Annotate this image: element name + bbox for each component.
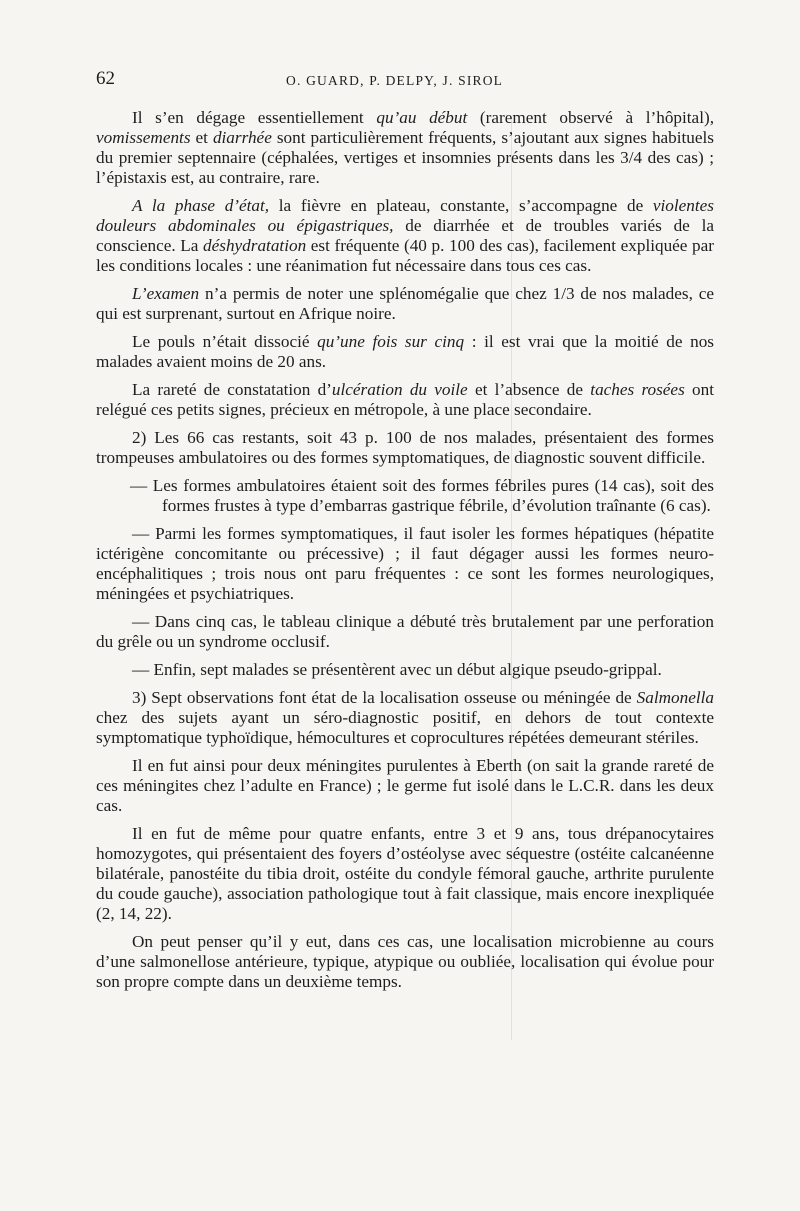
running-head: O. GUARD, P. DELPY, J. SIROL (286, 73, 504, 88)
paragraph-enfants: Il en fut de même pour quatre enfants, entre 3 et 9 ans, tous drépanocytaires homozygotes, qui présentaient des foyers d’ostéolyse avec séquestre (ostéite calcanéenne bilatérale, panostéite du tibia droit, ostéite du condyle fémoral gauche, arthrite purulente du coude gauche), association pathologique tout à fait classique, mais encore inexpliquée (2, 14, 22). (96, 824, 714, 923)
paragraph-meningites: Il en fut ainsi pour deux méningites purulentes à Eberth (on sait la grande rareté de ces méningites chez l’adulte en France) ; le germe fut isolé dans le L.C.R. dans les deux cas. (96, 756, 714, 815)
paragraph-conclusion: On peut penser qu’il y eut, dans ces cas, une localisation microbienne au cours d’une salmonellose antérieure, typique, atypique ou oubliée, localisation qui évolue pour son propre compte dans un deuxième temps. (96, 932, 714, 991)
page-fold-shadow (511, 120, 512, 1040)
list-item-symptomatiques: — Parmi les formes symptomatiques, il faut isoler les formes hépatiques (hépatite ictérigène concomitante ou précessive) ; il faut dégager aussi les formes neuro-encéphalitiques ; trois nous ont paru fréquentes : ce sont les formes neurologiques, méningées et psychiatriques. (96, 524, 714, 603)
paragraph-early-symptoms: Il s’en dégage essentiellement qu’au début (rarement observé à l’hôpital), vomissements et diarrhée sont particulièrement fréquents, s’ajoutant aux signes habituels du premier septennaire (céphalées, vertiges et insomnies présents dans les 3/4 des cas) ; l’épistaxis est, au contraire, rare. (96, 108, 714, 187)
list-item-algique: — Enfin, sept malades se présentèrent avec un début algique pseudo-grippal. (132, 660, 662, 679)
article-body (96, 108, 714, 992)
paragraph-examen: L’examen n’a permis de noter une splénomégalie que chez 1/3 de nos malades, ce qui est surprenant, surtout en Afrique noire. (96, 284, 714, 323)
list-item-ambulatoires: — Les formes ambulatoires étaient soit des formes fébriles pures (14 cas), soit des formes frustes à type d’embarras gastrique fébrile, d’évolution traînante (6 cas). (130, 476, 714, 515)
paragraph-phase-etat: A la phase d’état, la fièvre en plateau, constante, s’accompagne de violentes douleurs abdominales ou épigastriques, de diarrhée et de troubles variés de la conscience. La déshydratation est fréquente (40 p. 100 des cas), facilement expliquée par les conditions locales : une réanimation fut nécessaire dans tous ces cas. (96, 196, 714, 275)
paragraph-cas-restants: 2) Les 66 cas restants, soit 43 p. 100 de nos malades, présentaient des formes trompeuses ambulatoires ou des formes symptomatiques, de diagnostic souvent difficile. (96, 428, 714, 467)
list-item-perforation: — Dans cinq cas, le tableau clinique a débuté très brutalement par une perforation du grêle ou un syndrome occlusif. (96, 612, 714, 651)
paragraph-observations: 3) Sept observations font état de la localisation osseuse ou méningée de Salmonella chez des sujets ayant un séro-diagnostic positif, en dehors de tout contexte symptomatique typhoïdique, hémocultures et coprocultures répétées demeurant stériles. (96, 688, 714, 747)
page (96, 62, 714, 1000)
page-header (96, 62, 714, 90)
page-number: 62 (96, 68, 115, 89)
paragraph-pouls: Le pouls n’était dissocié qu’une fois sur cinq : il est vrai que la moitié de nos malades avaient moins de 20 ans. (96, 332, 714, 371)
paragraph-rarete: La rareté de constatation d’ulcération du voile et l’absence de taches rosées ont relégué ces petits signes, précieux en métropole, à une place secondaire. (96, 380, 714, 419)
